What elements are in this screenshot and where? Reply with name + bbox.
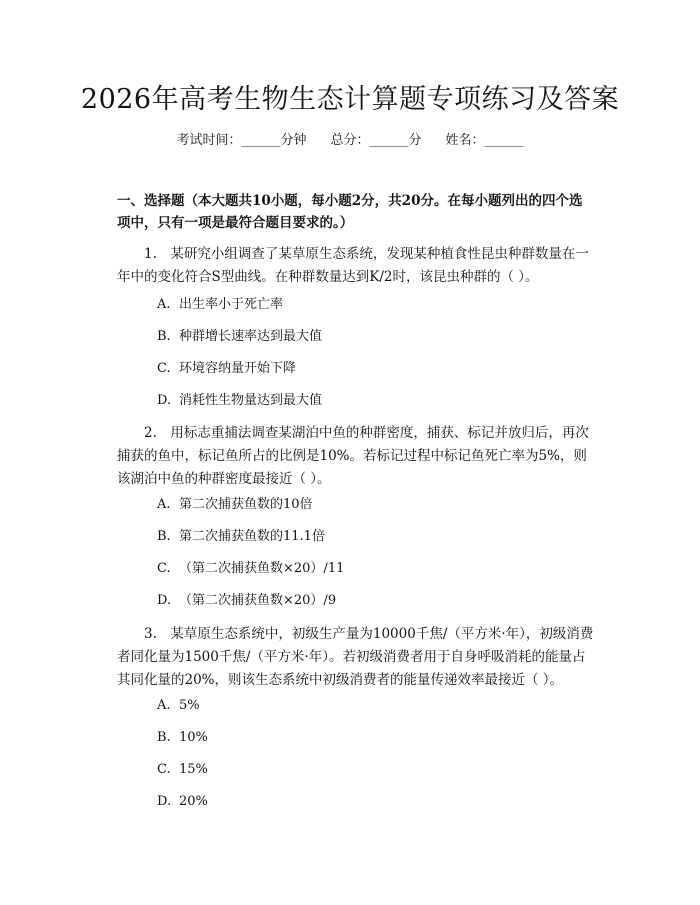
option-text: 第二次捕获鱼数的11.1倍 — [179, 529, 325, 544]
option-text: （第二次捕获鱼数×20）/9 — [179, 593, 337, 608]
question-3-option-c — [157, 760, 208, 780]
option-text: 20% — [179, 794, 208, 809]
option-text: 15% — [179, 762, 208, 777]
question-2-option-c — [157, 559, 344, 579]
question-3-stem: 3. 某草原生态系统中，初级生产量为10000千焦/（平方米·年），初级消费者同化量为1500千焦/（平方米·年）。若初级消费者用于自身呼吸消耗的能量占其同化量的20%，则该生态系统中初级消费者的能量传递效率最接近（ ）。 — [117, 626, 594, 688]
question-3-option-a — [157, 696, 200, 716]
question-2-option-b — [157, 527, 325, 547]
question-1-stem: 1. 某研究小组调查了某草原生态系统，发现某种植食性昆虫种群数量在一年中的变化符合S型曲线。在种群数量达到K/2时，该昆虫种群的（ ）。 — [117, 246, 589, 285]
question-3-option-d — [157, 792, 208, 812]
option-text: 出生率小于死亡率 — [179, 297, 284, 312]
question-3-option-b — [157, 728, 208, 748]
option-label: D. — [157, 393, 172, 408]
section-heading: 一、选择题（本大题共10小题，每小题2分，共20分。在每小题列出的四个选项中，只有一项是最符合题目要求的。） — [117, 193, 583, 231]
option-label: C. — [157, 561, 171, 576]
question-2-option-a — [157, 495, 313, 515]
question-2-stem: 2. 用标志重捕法调查某湖泊中鱼的种群密度，捕获、标记并放归后，再次捕获的鱼中，标记鱼所占的比例是10%。若标记过程中标记鱼死亡率为5%，则该湖泊中鱼的种群密度最接近（ ）。 — [117, 425, 589, 487]
option-text: （第二次捕获鱼数×20）/11 — [179, 561, 345, 576]
option-text: 第二次捕获鱼数的10倍 — [179, 497, 313, 512]
option-label: B. — [157, 329, 171, 344]
question-1-option-c — [157, 359, 296, 379]
option-label: A. — [157, 497, 171, 512]
option-label: D. — [157, 593, 172, 608]
question-1-option-d — [157, 391, 322, 411]
option-label: D. — [157, 794, 172, 809]
exam-time-field: 考试时间：______分钟 — [176, 133, 307, 148]
exam-info-line — [0, 131, 700, 151]
option-text: 种群增长速率达到最大值 — [179, 329, 323, 344]
option-text: 环境容纳量开始下降 — [179, 361, 297, 376]
question-1-option-a — [157, 295, 283, 315]
option-label: A. — [157, 698, 171, 713]
option-label: A. — [157, 297, 171, 312]
option-label: B. — [157, 529, 171, 544]
option-text: 5% — [179, 698, 200, 713]
option-text: 10% — [179, 730, 208, 745]
option-label: C. — [157, 361, 171, 376]
option-label: B. — [157, 730, 171, 745]
total-score-field: 总分：______分 — [330, 133, 422, 148]
student-name-field: 姓名：______ — [445, 133, 524, 148]
option-label: C. — [157, 762, 171, 777]
question-2-option-d — [157, 591, 336, 611]
question-1-option-b — [157, 327, 322, 347]
page-title: 2026年高考生物生态计算题专项练习及答案 — [80, 84, 620, 115]
option-text: 消耗性生物量达到最大值 — [179, 393, 323, 408]
